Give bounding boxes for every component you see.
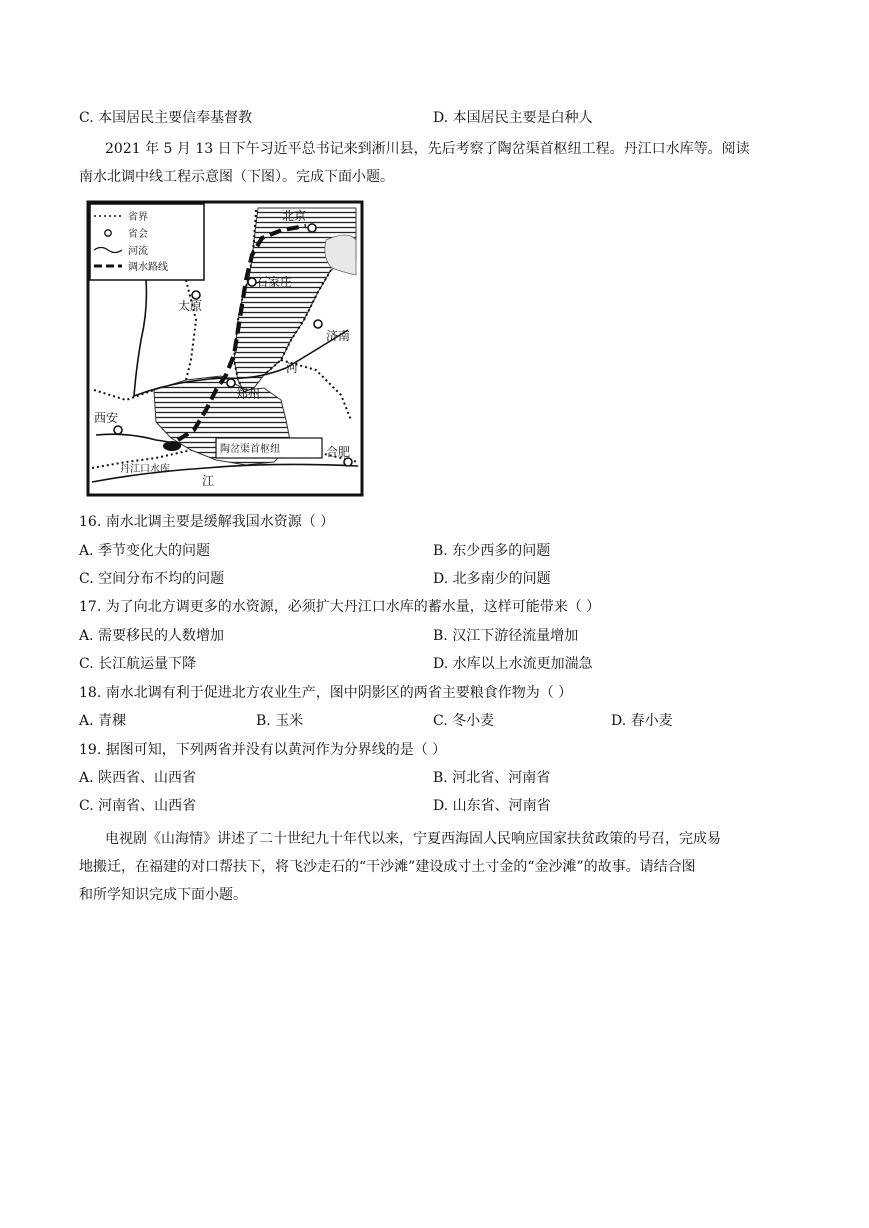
- legend-label-boundary: 省界: [128, 212, 148, 223]
- question-16-option-b[interactable]: B. 东少西多的问题: [433, 543, 551, 559]
- question-18-option-d[interactable]: D. 春小麦: [611, 713, 673, 729]
- question-19-option-d[interactable]: D. 山东省、河南省: [433, 798, 551, 814]
- label-river-he: 河: [286, 361, 299, 375]
- question-17-option-b[interactable]: B. 汉江下游径流量增加: [433, 628, 579, 644]
- label-beijing: 北京: [282, 209, 307, 223]
- question-19-option-c[interactable]: C. 河南省、山西省: [79, 798, 197, 814]
- legend-label-river: 河流: [128, 246, 148, 257]
- option-c: C. 本国居民主要信奉基督教: [79, 110, 253, 126]
- capital-taiyuan: [192, 291, 200, 299]
- label-xian: 西安: [94, 411, 119, 425]
- question-17-option-a[interactable]: A. 需要移民的人数增加: [79, 628, 225, 644]
- question-18-stem: 18. 南水北调有利于促进北方农业生产，图中阴影区的两省主要粮食作物为（ ）: [79, 685, 573, 701]
- south-north-water-diversion-map: [86, 200, 364, 497]
- question-17-option-d[interactable]: D. 水库以上水流更加湍急: [433, 656, 593, 672]
- question-17-stem: 17. 为了向北方调更多的水资源，必须扩大丹江口水库的蓄水量，这样可能带来（ ）: [79, 599, 601, 615]
- intro-paragraph-line1: 2021 年 5 月 13 日下午习近平总书记来到淅川县，先后考察了陶岔渠首枢纽工程。丹江口水库等。阅读: [105, 141, 750, 157]
- question-18-option-a[interactable]: A. 青稞: [79, 713, 127, 729]
- label-taocha: 陶岔渠首枢纽: [220, 444, 280, 455]
- intro-paragraph-line2: 南水北调中线工程示意图（下图）。完成下面小题。: [79, 169, 394, 185]
- intro2-paragraph-line2: 地搬迁，在福建的对口帮扶下，将飞沙走石的“干沙滩”建设成寸土寸金的“金沙滩”的故事。请结合图: [79, 859, 696, 875]
- danjiangkou-reservoir-mark: [163, 441, 181, 451]
- label-hefei: 合肥: [326, 445, 351, 459]
- capital-jinan: [314, 320, 322, 328]
- capital-beijing: [308, 224, 316, 232]
- legend-label-route: 调水路线: [128, 262, 168, 273]
- label-jinan: 济南: [326, 329, 351, 343]
- intro2-paragraph-line3: 和所学知识完成下面小题。: [79, 887, 247, 903]
- legend-label-capital: 省会: [128, 229, 148, 240]
- option-d: D. 本国居民主要是白种人: [433, 110, 593, 126]
- question-16-option-d[interactable]: D. 北多南少的问题: [433, 571, 551, 587]
- label-river-jiang: 江: [202, 474, 215, 488]
- capital-hefei: [344, 458, 352, 466]
- question-18-option-c[interactable]: C. 冬小麦: [433, 713, 495, 729]
- label-shijiazhuang: 石家庄: [256, 275, 293, 289]
- question-16-stem: 16. 南水北调主要是缓解我国水资源（ ）: [79, 514, 335, 530]
- label-zhengzhou: 郑州: [236, 387, 261, 401]
- question-17-option-c[interactable]: C. 长江航运量下降: [79, 656, 197, 672]
- capital-zhengzhou: [227, 379, 235, 387]
- question-19-option-b[interactable]: B. 河北省、河南省: [433, 770, 551, 786]
- capital-shijiazhuang: [248, 278, 256, 286]
- intro2-paragraph-line1: 电视剧《山海情》讲述了二十世纪九十年代以来，宁夏西海固人民响应国家扶贫政策的号召，完成易: [105, 831, 721, 847]
- question-19-option-a[interactable]: A. 陕西省、山西省: [79, 770, 197, 786]
- label-danjiangkou: 丹江口水库: [120, 464, 170, 475]
- label-taiyuan: 太原: [178, 299, 203, 313]
- question-19-stem: 19. 据图可知，下列两省并没有以黄河作为分界线的是（ ）: [79, 742, 447, 758]
- question-18-option-b[interactable]: B. 玉米: [256, 713, 304, 729]
- capital-xian: [114, 426, 122, 434]
- question-16-option-a[interactable]: A. 季节变化大的问题: [79, 543, 211, 559]
- question-16-option-c[interactable]: C. 空间分布不均的问题: [79, 571, 225, 587]
